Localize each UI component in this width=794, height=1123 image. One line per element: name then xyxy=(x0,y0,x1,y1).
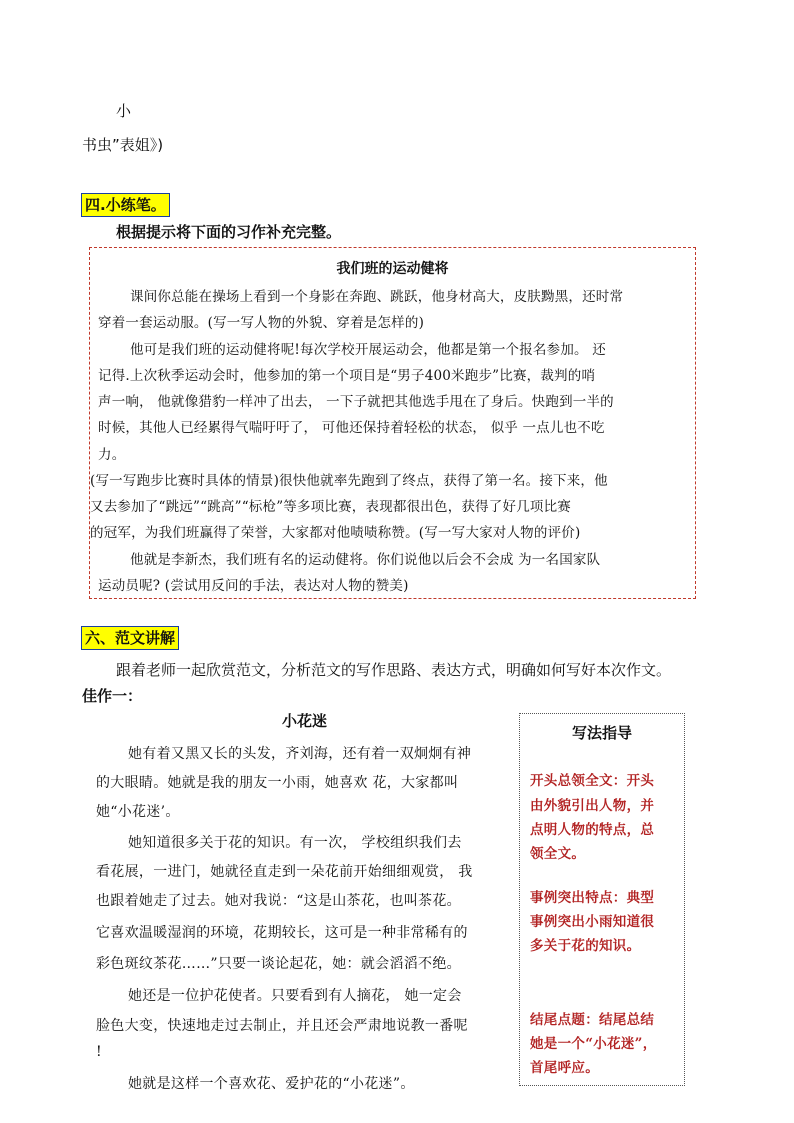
writing-guide-box xyxy=(519,713,685,1086)
guide-line: 多关于花的知识。 xyxy=(530,938,641,954)
guide-line: 她是一个“小花迷”， xyxy=(530,1036,657,1052)
practice-line: 运动员呢? (尝试用反问的手法，表达对人物的赞美) xyxy=(98,578,409,594)
essay-line: 看花展，一进门，她就径直走到一朵花前开始细细观赏， 我 xyxy=(96,864,473,880)
practice-line: 声一响， 他就像猎豹一样冲了出去， 一下子就把其他选手甩在了身后。快跑到一半的 xyxy=(98,394,614,410)
guide-line: 开头总领全文：开头 xyxy=(530,773,655,789)
essay-line: 她就是这样一个喜欢花、爱护花的“小花迷”。 xyxy=(128,1076,415,1092)
guide-line: 结尾点题：结尾总结 xyxy=(530,1012,655,1028)
fragment-line-1: 小 xyxy=(116,102,132,120)
essay-line: 她还是一位护花使者。只要看到有人摘花， 她一定会 xyxy=(128,988,462,1004)
guide-line: 点明人物的特点，总 xyxy=(530,822,655,838)
practice-line: 穿着一套运动服。(写一写人物的外貌、穿着是怎样的) xyxy=(98,315,425,331)
guide-line: 事例突出特点：典型 xyxy=(530,890,655,906)
practice-line: 他可是我们班的运动健将呢!每次学校开展运动会，他都是第一个报名参加。 还 xyxy=(130,342,606,358)
essay-line: 也跟着她走了过去。她对我说：“这是山茶花，也叫茶花。 xyxy=(96,893,461,909)
practice-writing-box xyxy=(89,247,696,599)
essay-line: 她“小花迷’。 xyxy=(96,804,180,820)
practice-line: 的冠军，为我们班赢得了荣誉，大家都对他啧啧称赞。(写一写大家对人物的评价) xyxy=(90,525,581,541)
section-6-heading: 六、范文讲解 xyxy=(81,626,179,650)
guide-line: 事例突出小雨知道很 xyxy=(530,914,655,930)
essay-line: 它喜欢温暖湿润的环境，花期较长，这可是一种非常稀有的 xyxy=(96,925,468,941)
writing-guide-title: 写法指导 xyxy=(571,724,632,742)
practice-line: 时候，其他人已经累得气喘吁吁了， 可他还保持着轻松的状态， 似乎 一点儿也不吃 xyxy=(98,420,605,436)
model-essay-title: 小花迷 xyxy=(282,712,328,730)
guide-line: 领全文。 xyxy=(530,846,586,862)
essay-line: 的大眼睛。她就是我的朋友一小雨，她喜欢 花，大家都叫 xyxy=(96,775,459,791)
practice-line: 他就是李新杰，我们班有名的运动健将。你们说他以后会不会成 为一名国家队 xyxy=(130,552,601,568)
practice-essay-title: 我们班的运动健将 xyxy=(336,261,449,277)
essay-line: 她知道很多关于花的知识。有一次， 学校组织我们去 xyxy=(128,835,462,851)
essay-line: 脸色大变，快速地走过去制止，并且还会严肃地说教一番呢 xyxy=(96,1018,468,1034)
section-4-heading: 四.小练笔。 xyxy=(81,193,170,217)
section-6-intro: 跟着老师一起欣赏范文，分析范文的写作思路、表达方式，明确如何写好本次作文。 xyxy=(116,661,672,679)
essay-line: 她有着又黑又长的头发，齐刘海，还有着一双炯炯有神 xyxy=(128,746,472,762)
practice-line: 记得.上次秋季运动会时，他参加的第一个项目是“男子400米跑步”比赛，裁判的哨 xyxy=(98,368,596,384)
fragment-line-2: 书虫”表姐》) xyxy=(82,136,164,154)
practice-line: 力。 xyxy=(98,447,126,463)
model-essay-label: 佳作一： xyxy=(82,687,143,705)
essay-line: ! xyxy=(96,1044,102,1060)
practice-line: 课间你总能在操场上看到一个身影在奔跑、跳跃，他身材高大，皮肤黝黑，还时常 xyxy=(130,289,624,305)
guide-line: 由外貌引出人物，并 xyxy=(530,798,655,814)
practice-line: 又去参加了“跳远”“跳高”“标枪”等多项比赛，表现都很出色，获得了好几项比赛 xyxy=(90,499,572,515)
guide-line: 首尾呼应。 xyxy=(530,1060,599,1076)
practice-line: (写一写跑步比赛时具体的情景)很快他就率先跑到了终点，获得了第一名。接下来，他 xyxy=(90,473,608,489)
section-4-instruction: 根据提示将下面的习作补充完整。 xyxy=(116,223,342,241)
essay-line: 彩色斑纹茶花……”只要一谈论起花，她：就会滔滔不绝。 xyxy=(96,956,461,972)
